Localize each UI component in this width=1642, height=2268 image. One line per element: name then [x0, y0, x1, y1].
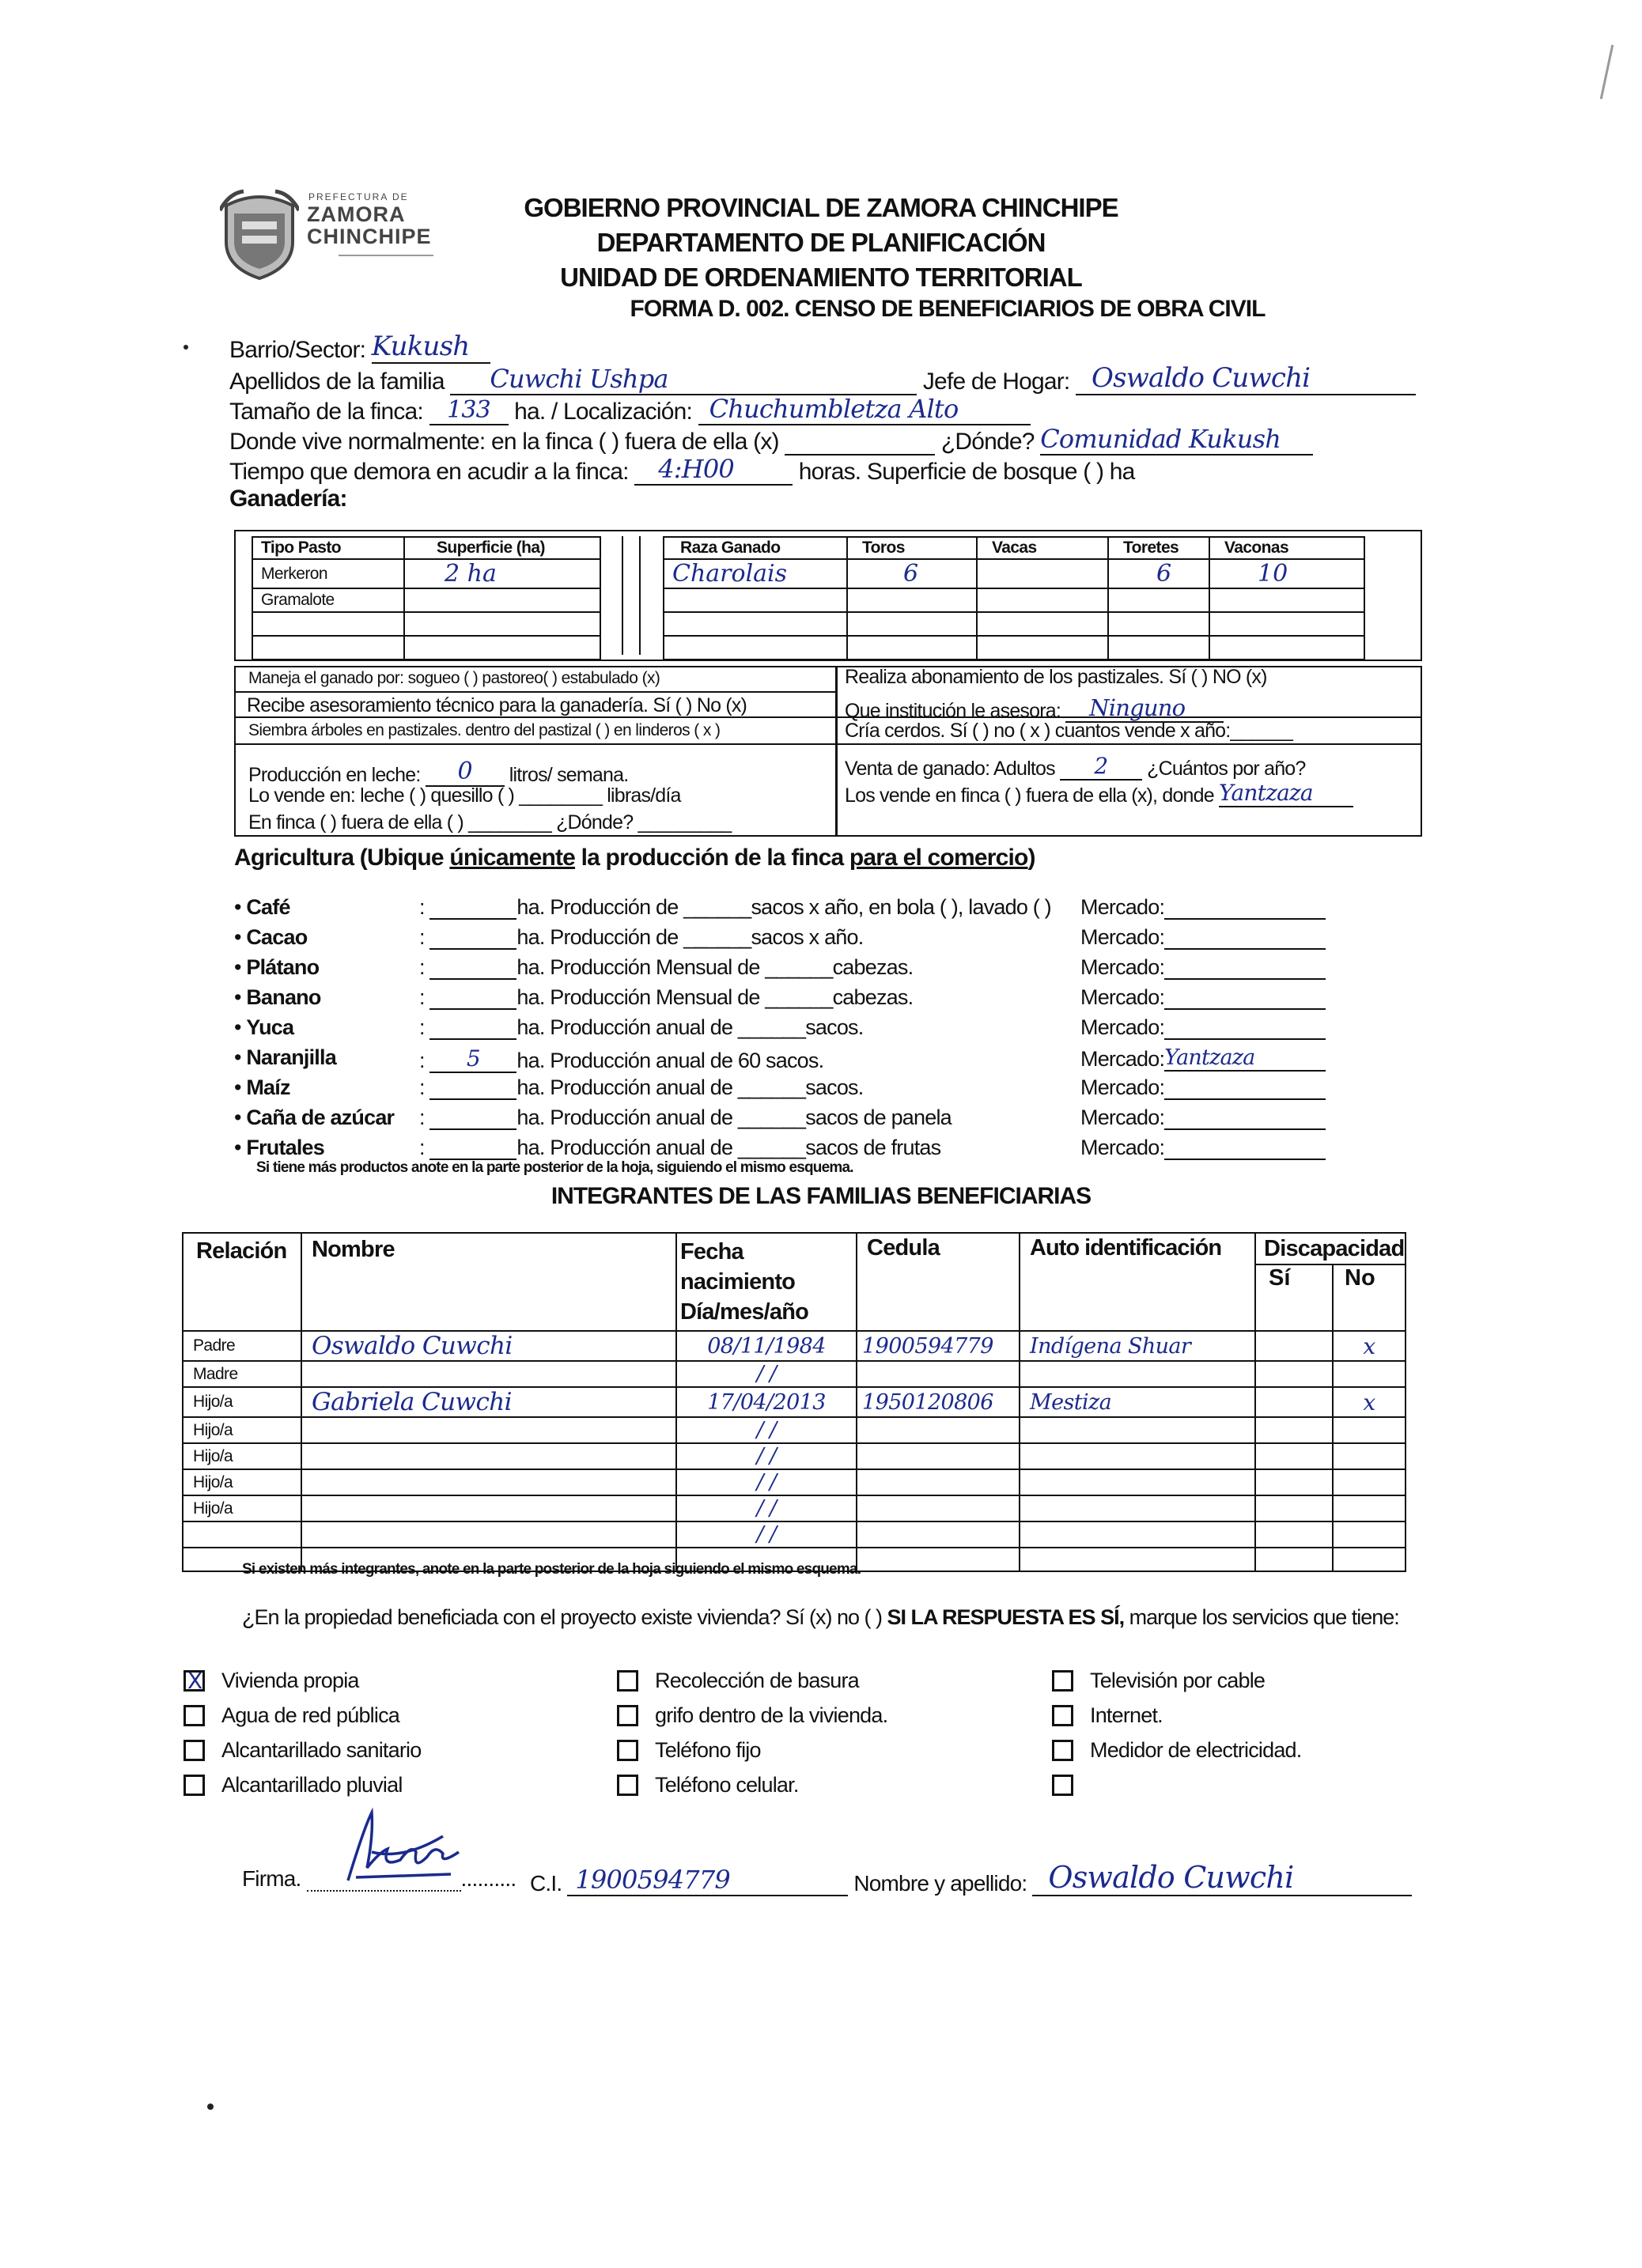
si-cell[interactable]: [1255, 1495, 1333, 1521]
service-label: Teléfono fijo: [655, 1738, 761, 1762]
venta-value[interactable]: 2: [1060, 753, 1142, 781]
header-relacion: Relación: [183, 1233, 301, 1331]
crop-mercado: Mercado:: [1080, 925, 1326, 950]
si-cell[interactable]: [1255, 1521, 1333, 1548]
jefe-label: Jefe de Hogar:: [922, 369, 1070, 395]
crop-name: • Cacao: [234, 925, 308, 949]
cedula-cell[interactable]: [857, 1443, 1020, 1469]
leche-label: Producción en leche:: [248, 764, 421, 786]
no-cell[interactable]: x: [1333, 1331, 1406, 1361]
leche-value[interactable]: 0: [426, 758, 505, 787]
fecha-cell[interactable]: 17/04/2013: [676, 1387, 857, 1417]
tamano-value[interactable]: 133: [429, 396, 509, 425]
pasto-name-cell: [252, 612, 404, 636]
service-checkbox[interactable]: [183, 1705, 205, 1726]
auto-cell[interactable]: [1020, 1548, 1255, 1571]
nombre-cell[interactable]: [301, 1417, 676, 1443]
crop-mercado: Mercado:: [1080, 1136, 1326, 1160]
apellidos-row: [229, 362, 1416, 395]
cedula-cell[interactable]: 1900594779: [857, 1331, 1020, 1361]
maneja-ganado-text: Maneja el ganado por: sogueo ( ) pastoreo( ) estabulado (x): [248, 669, 660, 687]
integrantes-note: Si existen más integrantes, anote en la parte posterior de la hoja siguiendo el mismo esquema.: [242, 1561, 861, 1578]
barrio-row: [229, 331, 490, 364]
crop-ha-value[interactable]: [429, 978, 516, 980]
crop-mercado: Mercado:: [1080, 1075, 1326, 1100]
no-cell[interactable]: [1333, 1521, 1406, 1548]
ganado-cell[interactable]: Charolais: [664, 559, 847, 588]
vende-leche-text: Lo vende en: leche ( ) quesillo ( ) ________ libras/día: [248, 784, 681, 807]
crop-mercado-value[interactable]: [1164, 948, 1326, 950]
ci-row: [530, 1860, 1412, 1896]
no-cell[interactable]: [1333, 1548, 1406, 1571]
ganado-table: [663, 536, 1365, 660]
no-cell[interactable]: [1333, 1469, 1406, 1495]
crop-production-line: : ha. Producción anual de ______sacos de panela: [419, 1106, 952, 1129]
tiempo-label: Tiempo que demora en acudir a la finca:: [229, 459, 629, 485]
apellidos-label: Apellidos de la familia: [229, 369, 445, 395]
donde-label: ¿Dónde?: [940, 429, 1035, 455]
crop-ha-value[interactable]: [429, 948, 516, 950]
table-row: [183, 1361, 1406, 1387]
leche-row: [248, 758, 628, 787]
venta-suffix: ¿Cuántos por año?: [1147, 758, 1306, 780]
crop-name: • Caña de azúcar: [234, 1106, 395, 1129]
jefe-value[interactable]: Oswaldo Cuwchi: [1076, 362, 1416, 395]
nombre-cell[interactable]: [301, 1521, 676, 1548]
localizacion-value[interactable]: Chuchumbletza Alto: [698, 394, 1031, 425]
ganado-header-toros: Toros: [847, 537, 977, 559]
title-unidad: UNIDAD DE ORDENAMIENTO TERRITORIAL: [560, 263, 1082, 292]
service-checkbox[interactable]: [617, 1740, 638, 1761]
crop-mercado: Mercado:: [1080, 895, 1326, 920]
crop-production-line: : ha. Producción Mensual de ______cabezas.: [419, 955, 914, 979]
service-label: grifo dentro de la vivienda.: [655, 1703, 888, 1727]
title-forma: FORMA D. 002. CENSO DE BENEFICIARIOS DE OBRA CIVIL: [630, 296, 1266, 322]
tamano-row: [229, 394, 1031, 425]
service-checkbox[interactable]: [1052, 1740, 1073, 1761]
table-row: [183, 1387, 1406, 1417]
service-label: Agua de red pública: [221, 1703, 399, 1727]
nombre-cell[interactable]: [301, 1443, 676, 1469]
crop-name: • Banano: [234, 985, 321, 1009]
service-label: Internet.: [1090, 1703, 1163, 1727]
cedula-cell[interactable]: [857, 1361, 1020, 1387]
siembra-text: Siembra árboles en pastizales. dentro del pastizal ( ) en linderos ( x ): [248, 721, 721, 739]
nombre-cell[interactable]: Gabriela Cuwchi: [301, 1387, 676, 1417]
crop-ha-value[interactable]: [429, 1128, 516, 1130]
nombre-cell[interactable]: [301, 1469, 676, 1495]
no-cell[interactable]: [1333, 1443, 1406, 1469]
ci-label: C.I.: [530, 1871, 562, 1896]
ganado-cell[interactable]: [977, 636, 1108, 660]
relacion-cell: Padre: [183, 1331, 301, 1361]
venta-ganado-row: [845, 753, 1306, 781]
cria-cerdos-text: Cría cerdos. Sí ( ) no ( x ) cuantos vende x año:______: [845, 720, 1293, 742]
auto-cell[interactable]: [1020, 1417, 1255, 1443]
integrantes-table: [182, 1232, 1406, 1572]
barrio-label: Barrio/Sector:: [229, 337, 366, 363]
table-spacer: [622, 536, 641, 655]
table-row: [183, 1417, 1406, 1443]
relacion-cell: Hijo/a: [183, 1387, 301, 1417]
table-row: [183, 1521, 1406, 1548]
pasto-area-cell[interactable]: 2 ha: [404, 559, 600, 588]
crop-mercado-value[interactable]: [1164, 1038, 1326, 1040]
pasto-name-cell: Gramalote: [252, 588, 404, 612]
header-discapacidad: Discapacidad: [1255, 1233, 1406, 1264]
logo-word-2: CHINCHIPE: [307, 225, 432, 248]
logo-subtitle: PREFECTURA DE: [308, 191, 409, 202]
service-checkbox[interactable]: [1052, 1775, 1073, 1796]
crop-name: • Frutales: [234, 1136, 324, 1159]
ganado-cell[interactable]: [1108, 612, 1209, 636]
ganado-cell[interactable]: [1108, 636, 1209, 660]
service-label: Televisión por cable: [1090, 1669, 1266, 1692]
crop-name: • Maíz: [234, 1075, 290, 1099]
crop-production-line: : ha. Producción Mensual de ______cabezas.: [419, 985, 914, 1009]
tamano-label: Tamaño de la finca:: [229, 399, 423, 425]
service-checkbox[interactable]: [617, 1775, 638, 1796]
ci-value[interactable]: 1900594779: [567, 1865, 848, 1896]
donde-value[interactable]: Comunidad Kukush: [1040, 424, 1313, 455]
tamano-unit: ha.: [514, 399, 546, 425]
abonamiento-text: Realiza abonamiento de los pastizales. Sí ( ) NO (x): [845, 666, 1267, 688]
relacion-cell: [183, 1521, 301, 1548]
auto-cell[interactable]: [1020, 1495, 1255, 1521]
crop-name: • Café: [234, 895, 290, 919]
donde-vive-label: Donde vive normalmente: en la finca ( ) fuera de ella (x): [229, 429, 779, 455]
ganado-header-toretes: Toretes: [1108, 537, 1209, 559]
ganado-cell[interactable]: 6: [847, 559, 977, 588]
header-si: Sí: [1255, 1264, 1333, 1331]
nombre-label: Nombre y apellido:: [853, 1871, 1027, 1896]
crop-mercado-value[interactable]: [1164, 918, 1326, 920]
en-finca-text: En finca ( ) fuera de ella ( ) ________ ¿Dónde? _________: [248, 811, 732, 833]
service-checkbox[interactable]: [1052, 1705, 1073, 1726]
crop-mercado-value[interactable]: [1164, 1008, 1326, 1010]
auto-cell[interactable]: Mestiza: [1020, 1387, 1255, 1417]
vende-finca-value[interactable]: Yantzaza: [1219, 780, 1353, 807]
cedula-cell[interactable]: [857, 1469, 1020, 1495]
auto-cell[interactable]: Indígena Shuar: [1020, 1331, 1255, 1361]
ganado-cell[interactable]: [1209, 612, 1364, 636]
table-row: [183, 1331, 1406, 1361]
fecha-cell[interactable]: / /: [676, 1361, 857, 1387]
barrio-value[interactable]: Kukush: [372, 331, 490, 364]
no-cell[interactable]: [1333, 1495, 1406, 1521]
fecha-cell[interactable]: / /: [676, 1469, 857, 1495]
asesoramiento-text: Recibe asesoramiento técnico para la ganadería. Sí ( ) No (x): [247, 694, 747, 716]
relacion-cell: Hijo/a: [183, 1469, 301, 1495]
service-checkbox[interactable]: [617, 1670, 638, 1692]
scan-dot: [183, 345, 188, 350]
checkmark-icon: X: [187, 1668, 203, 1694]
ganado-cell[interactable]: [847, 636, 977, 660]
service-label: Recolección de basura: [655, 1669, 859, 1692]
service-checkbox[interactable]: [617, 1705, 638, 1726]
crop-production-line: : 5 ha. Producción anual de 60 sacos.: [419, 1045, 824, 1072]
crop-production-line: : ha. Producción de ______sacos x año.: [419, 925, 864, 949]
nombre-cell[interactable]: [301, 1361, 676, 1387]
cedula-cell[interactable]: [857, 1521, 1020, 1548]
header-auto: Auto identificación: [1020, 1233, 1255, 1331]
header-no: No: [1333, 1264, 1406, 1331]
nombre-value[interactable]: Oswaldo Cuwchi: [1032, 1860, 1412, 1896]
ganado-cell[interactable]: [847, 612, 977, 636]
crop-mercado-value[interactable]: [1164, 1098, 1326, 1100]
logo-word-1: ZAMORA: [307, 202, 406, 226]
ganado-cell[interactable]: [664, 588, 847, 612]
institucion-row: [845, 694, 1224, 723]
header-fecha: Fecha nacimiento Día/mes/año: [676, 1233, 857, 1331]
scan-dot: [207, 2104, 214, 2110]
ganado-cell[interactable]: 10: [1209, 559, 1364, 588]
tiempo-row: [229, 454, 1134, 486]
service-label: Alcantarillado sanitario: [221, 1738, 422, 1762]
vende-finca-label: Los vende en finca ( ) fuera de ella (x), donde: [845, 784, 1214, 807]
service-checkbox[interactable]: [183, 1670, 205, 1692]
relacion-cell: Hijo/a: [183, 1417, 301, 1443]
crop-mercado: Mercado:: [1080, 985, 1326, 1010]
pasto-area-cell[interactable]: [404, 636, 600, 660]
si-cell[interactable]: [1255, 1548, 1333, 1571]
ganado-header-vacas: Vacas: [977, 537, 1108, 559]
header-cedula: Cedula: [857, 1233, 1020, 1331]
ganado-header-vaconas: Vaconas: [1209, 537, 1364, 559]
crop-mercado-value[interactable]: Yantzaza: [1164, 1045, 1326, 1072]
institucion-value[interactable]: Ninguno: [1065, 694, 1224, 723]
cedula-cell[interactable]: [857, 1417, 1020, 1443]
crop-name: • Yuca: [234, 1015, 294, 1039]
si-cell[interactable]: [1255, 1443, 1333, 1469]
ganado-cell[interactable]: [664, 636, 847, 660]
header-nombre: Nombre: [301, 1233, 676, 1331]
agricultura-title: Agricultura (Ubique únicamente la producción de la finca para el comercio): [234, 845, 1035, 871]
crop-name: • Plátano: [234, 955, 320, 979]
crop-production-line: : ha. Producción anual de ______sacos.: [419, 1015, 864, 1039]
fecha-cell[interactable]: 08/11/1984: [676, 1331, 857, 1361]
firma-label: Firma.: [242, 1866, 301, 1891]
auto-cell[interactable]: [1020, 1521, 1255, 1548]
ganado-cell[interactable]: [977, 588, 1108, 612]
crop-ha-value[interactable]: [429, 1098, 516, 1100]
crop-mercado-value[interactable]: [1164, 1159, 1326, 1160]
ganado-cell[interactable]: [1209, 588, 1364, 612]
pasto-table: [252, 536, 601, 660]
nombre-cell[interactable]: Oswaldo Cuwchi: [301, 1331, 676, 1361]
ganado-cell[interactable]: 6: [1108, 559, 1209, 588]
ganado-cell[interactable]: [847, 588, 977, 612]
crop-production-line: : ha. Producción de ______sacos x año, en bola ( ), lavado ( ): [419, 895, 1051, 919]
crop-ha-value[interactable]: 5: [429, 1045, 516, 1073]
auto-cell[interactable]: [1020, 1469, 1255, 1495]
si-cell[interactable]: [1255, 1469, 1333, 1495]
donde-vive-row: [229, 424, 1313, 455]
crop-mercado: Mercado:: [1080, 955, 1326, 980]
pasto-name-cell: [252, 636, 404, 660]
fecha-cell[interactable]: / /: [676, 1443, 857, 1469]
fecha-cell[interactable]: / /: [676, 1495, 857, 1521]
title-gobierno: GOBIERNO PROVINCIAL DE ZAMORA CHINCHIPE: [524, 193, 1118, 222]
ganado-cell[interactable]: [664, 612, 847, 636]
crop-name: • Naranjilla: [234, 1045, 336, 1069]
table-row: [183, 1495, 1406, 1521]
vivienda-question: ¿En la propiedad beneficiada con el proyecto existe vivienda? Sí (x) no ( ) SI LA RESPUESTA ES SÍ, marque los servicios que tiene:: [242, 1605, 1399, 1629]
crop-ha-value[interactable]: [429, 1038, 516, 1040]
si-cell[interactable]: [1255, 1417, 1333, 1443]
relacion-cell: Hijo/a: [183, 1495, 301, 1521]
pasto-name-cell: Merkeron: [252, 559, 404, 588]
si-cell[interactable]: [1255, 1387, 1333, 1417]
pasto-area-cell[interactable]: [404, 588, 600, 612]
crop-mercado-value[interactable]: [1164, 1128, 1326, 1130]
fecha-cell[interactable]: / /: [676, 1417, 857, 1443]
ganado-cell[interactable]: [977, 559, 1108, 588]
service-checkbox[interactable]: [1052, 1670, 1073, 1692]
ganaderia-title: Ganadería:: [229, 486, 347, 512]
vende-finca-row: [845, 780, 1353, 807]
crop-ha-value[interactable]: [429, 1008, 516, 1010]
relacion-cell: Madre: [183, 1361, 301, 1387]
ganado-cell[interactable]: [977, 612, 1108, 636]
venta-label: Venta de ganado: Adultos: [845, 758, 1055, 780]
pasto-header-tipo: Tipo Pasto: [252, 537, 404, 559]
integrantes-title: INTEGRANTES DE LAS FAMILIAS BENEFICIARIAS: [550, 1183, 1092, 1209]
manejo-divider: [835, 666, 838, 837]
si-cell[interactable]: [1255, 1361, 1333, 1387]
pasto-area-cell[interactable]: [404, 612, 600, 636]
cedula-cell[interactable]: 1950120806: [857, 1387, 1020, 1417]
relacion-cell: Hijo/a: [183, 1443, 301, 1469]
pasto-header-superficie: Superficie (ha): [404, 537, 600, 559]
signature-icon: [324, 1805, 482, 1899]
cedula-cell[interactable]: [857, 1548, 1020, 1571]
no-cell[interactable]: [1333, 1361, 1406, 1387]
title-departamento: DEPARTAMENTO DE PLANIFICACIÓN: [596, 228, 1046, 257]
tiempo-value[interactable]: 4:H00: [634, 454, 793, 486]
scan-mark: [1600, 44, 1614, 99]
service-checkbox[interactable]: [183, 1775, 205, 1796]
ganado-cell[interactable]: [1209, 636, 1364, 660]
firma-row: Firma. ..........: [242, 1866, 516, 1891]
no-cell[interactable]: x: [1333, 1387, 1406, 1417]
fecha-cell[interactable]: / /: [676, 1521, 857, 1548]
leche-unit: litros/ semana.: [509, 764, 629, 786]
si-cell[interactable]: [1255, 1331, 1333, 1361]
table-row: [183, 1443, 1406, 1469]
ganado-cell[interactable]: [1108, 588, 1209, 612]
service-label: Teléfono celular.: [655, 1773, 799, 1797]
cedula-cell[interactable]: [857, 1495, 1020, 1521]
service-label: Medidor de electricidad.: [1090, 1738, 1302, 1762]
crop-ha-value[interactable]: [429, 918, 516, 920]
crop-mercado-value[interactable]: [1164, 978, 1326, 980]
service-checkbox[interactable]: [183, 1740, 205, 1761]
auto-cell[interactable]: [1020, 1443, 1255, 1469]
crop-mercado: Mercado:: [1080, 1106, 1326, 1130]
tiempo-unit: horas. Superficie de bosque ( ) ha: [798, 459, 1135, 485]
nombre-cell[interactable]: [301, 1495, 676, 1521]
ganado-header-raza: Raza Ganado: [664, 537, 847, 559]
service-label: Vivienda propia: [221, 1669, 359, 1692]
institucion-label: Que institución le asesora:: [845, 700, 1061, 722]
service-label: Alcantarillado pluvial: [221, 1773, 403, 1797]
crop-mercado: Mercado:Yantzaza: [1080, 1045, 1326, 1072]
apellidos-value[interactable]: Cuwchi Ushpa: [450, 364, 917, 395]
crop-production-line: : ha. Producción anual de ______sacos de frutas: [419, 1136, 941, 1159]
agricultura-note: Si tiene más productos anote en la parte posterior de la hoja, siguiendo el mismo esquema.: [256, 1159, 853, 1176]
no-cell[interactable]: [1333, 1417, 1406, 1443]
crop-production-line: : ha. Producción anual de ______sacos.: [419, 1075, 864, 1099]
crop-mercado: Mercado:: [1080, 1015, 1326, 1040]
table-row: [183, 1469, 1406, 1495]
localizacion-label: / Localización:: [550, 399, 693, 425]
auto-cell[interactable]: [1020, 1361, 1255, 1387]
